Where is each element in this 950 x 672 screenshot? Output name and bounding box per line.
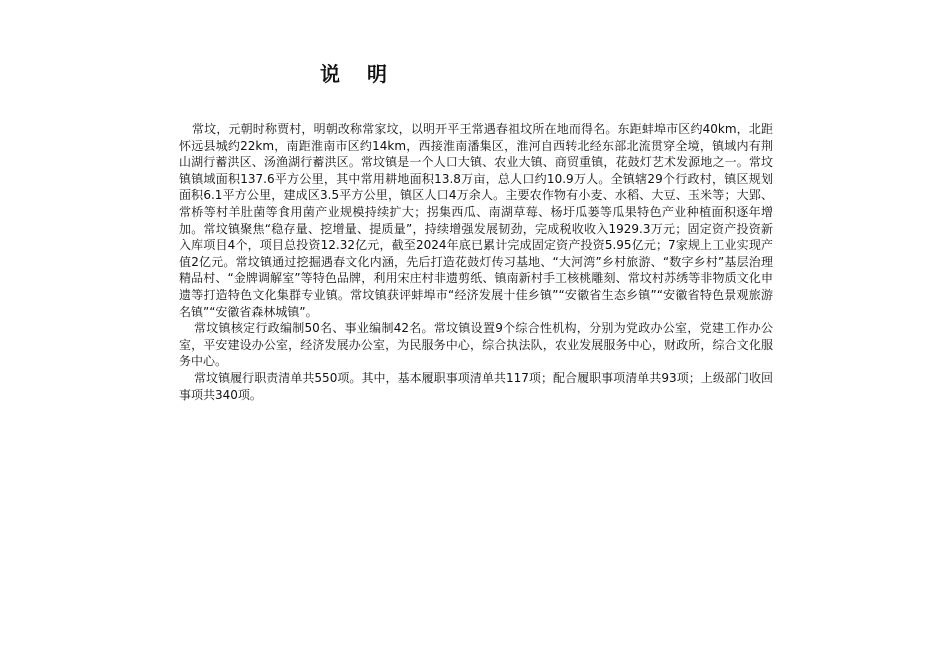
document-body [179,121,773,403]
paragraph-staffing: 常坟镇核定行政编制50名、事业编制42名。常坟镇设置9个综合性机构，分别为党政办公室，党建工作办公室，平安建设办公室，经济发展办公室，为民服务中心，综合执法队，农业发展服务中心，财政所，综合文化服务中心。 [179,321,773,369]
paragraph-duties: 常坟镇履行职责清单共550项。其中，基本履职事项清单共117项；配合履职事项清单共93项；上级部门收回事项共340项。 [179,370,773,402]
page-title: 说 明 [320,62,397,86]
paragraph-overview: 常坟，元朝时称贾村，明朝改称常家坟，以明开平王常遇春祖坟所在地而得名。东距蚌埠市区约40km，北距怀远县城约22km，南距淮南市区约14km，西接淮南潘集区，淮河自西转北经东部北流贯穿全境，镇域内有荆山湖行蓄洪区、汤渔湖行蓄洪区。常坟镇是一个人口大镇、农业大镇、商贸重镇，花鼓灯艺术发源地之一。常坟镇镇域面积137.6平方公里，其中常用耕地面积13.8万亩，总人口约10.9万人。全镇辖29个行政村，镇区规划面积6.1平方公里，建成区3.5平方公里，镇区人口4万余人。主要农作物有小麦、水稻、大豆、玉米等；大郢、常桥等村羊肚菌等食用菌产业规模持续扩大；拐集西瓜、南湖草莓、杨圩瓜蒌等瓜果特色产业种植面积逐年增加。常坟镇聚焦“稳存量、挖增量、提质量”，持续增强发展韧劲，完成税收收入1929.3万元；固定资产投资新入库项目4个，项目总投资12.32亿元，截至2024年底已累计完成固定资产投资5.95亿元；7家规上工业实现产值2亿元。常坟镇通过挖掘遇春文化内涵，先后打造花鼓灯传习基地、“大河湾”乡村旅游、“数字乡村”基层治理精品村、“金牌调解室”等特色品牌，利用宋庄村非遗剪纸、镇南新村手工核桃雕刻、常坟村苏绣等非物质文化申遗等打造特色文化集群专业镇。常坟镇获评蚌埠市“经济发展十佳乡镇”“安徽省生态乡镇”“安徽省特色景观旅游名镇”“安徽省森林城镇”。 [179,122,773,319]
